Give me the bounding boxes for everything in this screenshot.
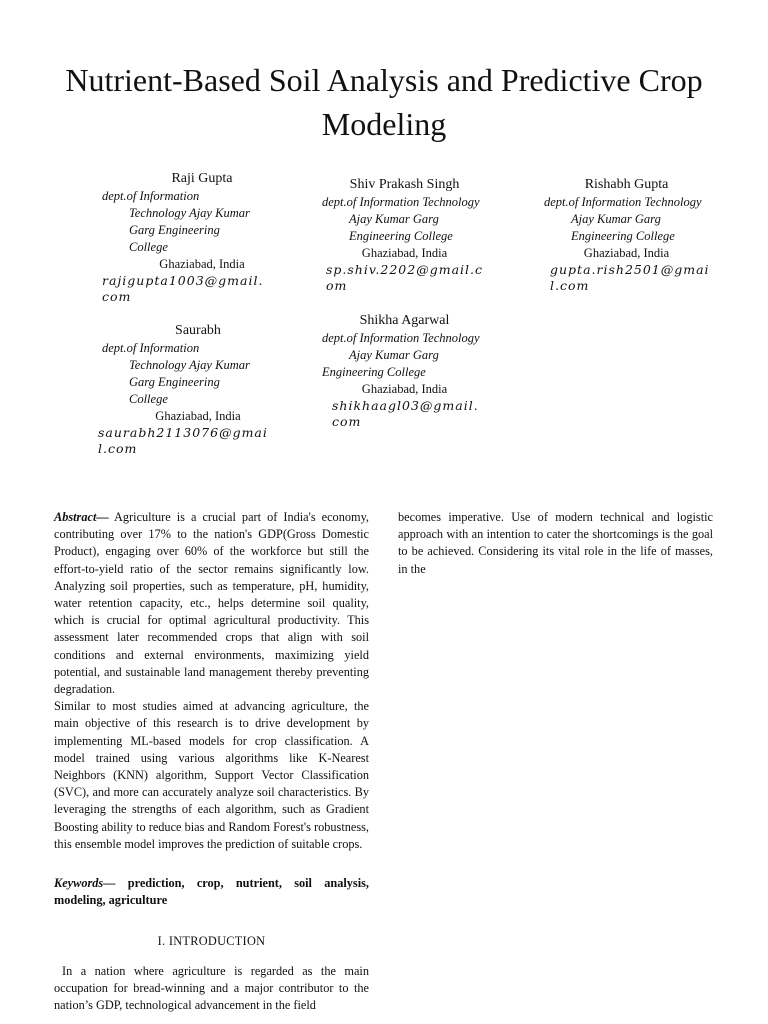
author-affiliation: Ajay Kumar Garg bbox=[349, 348, 439, 362]
author-block bbox=[322, 312, 487, 430]
author-email: saurabh2113076@gmail.com bbox=[98, 425, 268, 456]
right-column bbox=[398, 509, 713, 578]
author-affiliation: College bbox=[129, 392, 168, 406]
author-affiliation: Engineering College bbox=[349, 229, 453, 243]
author-affiliation: Engineering College bbox=[571, 229, 675, 243]
author-affiliation: Garg Engineering bbox=[129, 375, 220, 389]
abstract-paragraph-2: Similar to most studies aimed at advancing agriculture, the main objective of this research is to drive development by implementing ML-based models for crop classification. A model trained using various algorithms like K-Nearest Neighbors (KNN) algorithm, Support Vector Classification (SVC), and more can accurately analyze soil characteristics. By leveraging the strengths of each algorithm, such as Gradient Boosting ability to reduce bias and Random Forest's robustness, this ensemble model improves the prediction of suitable crops. bbox=[54, 699, 369, 851]
author-email: rajigupta1003@gmail.com bbox=[102, 273, 264, 304]
intro-paragraph: In a nation where agriculture is regarded as the main occupation for bread-winning and a major contributor to the nation’s GDP, technological advancement in the field bbox=[54, 963, 369, 1013]
author-location: Ghaziabad, India bbox=[583, 246, 670, 260]
author-affiliation: Technology Ajay Kumar bbox=[129, 358, 250, 372]
author-location: Ghaziabad, India bbox=[361, 246, 448, 260]
author-affiliation: Engineering College bbox=[322, 365, 426, 379]
author-name: Shiv Prakash Singh bbox=[349, 177, 460, 192]
keywords-text: prediction, crop, nutrient, soil analysis, modeling, agriculture bbox=[54, 876, 369, 908]
author-location: Ghaziabad, India bbox=[159, 257, 245, 271]
left-column bbox=[54, 509, 369, 1014]
author-name: Raji Gupta bbox=[171, 171, 233, 186]
author-name: Saurabh bbox=[175, 323, 221, 338]
paper-title: Nutrient-Based Soil Analysis and Predictive Crop Modeling bbox=[65, 62, 703, 142]
author-block bbox=[102, 170, 302, 305]
author-email: shikhaagl03@gmail.com bbox=[332, 398, 479, 429]
author-name: Rishabh Gupta bbox=[584, 177, 669, 192]
abstract-text: Agriculture is a crucial part of India's economy, contributing over 17% to the nation's GDP(Gross Domestic Product), engaging over 60% of the workforce but still the effort-to-yield ratio of the sector remains significantly low. Analyzing soil properties, such as temperature, pH, humidity, water retention capacity, etc., helps determine soil quality, which is crucial for optimal agricultural productivity. This assessment later recommended crops that align with soil conditions and external environments, maximizing yield potential, and sustainable land management thereby preventing degradation. bbox=[54, 510, 369, 697]
section-heading: I. INTRODUCTION bbox=[157, 934, 266, 949]
author-affiliation: dept.of Information Technology bbox=[322, 195, 480, 209]
author-affiliation: Garg Engineering bbox=[129, 223, 220, 237]
author-affiliation: Ajay Kumar Garg bbox=[571, 212, 661, 226]
author-location: Ghaziabad, India bbox=[155, 409, 241, 423]
author-affiliation: dept.of Information bbox=[102, 341, 200, 355]
author-affiliation: dept.of Information bbox=[102, 189, 200, 203]
author-email: gupta.rish2501@gmail.com bbox=[550, 262, 710, 293]
author-affiliation: dept.of Information Technology bbox=[544, 195, 702, 209]
author-affiliation: Ajay Kumar Garg bbox=[349, 212, 439, 226]
author-affiliation: College bbox=[129, 240, 168, 254]
abstract-label: Abstract— bbox=[54, 510, 109, 524]
author-name: Shikha Agarwal bbox=[359, 313, 450, 328]
author-block bbox=[98, 322, 298, 457]
author-affiliation: Technology Ajay Kumar bbox=[129, 206, 250, 220]
author-affiliation: dept.of Information Technology bbox=[322, 331, 480, 345]
author-block bbox=[322, 176, 487, 294]
author-email: sp.shiv.2202@gmail.com bbox=[326, 262, 483, 293]
author-block bbox=[544, 176, 709, 294]
keywords bbox=[54, 875, 369, 909]
intro-continuation: becomes imperative. Use of modern technical and logistic approach with an intention to cater the shortcomings is the goal to be achieved. Considering its vital role in the life of masses, in the bbox=[398, 510, 713, 576]
abstract-paragraph bbox=[54, 509, 369, 698]
author-location: Ghaziabad, India bbox=[361, 382, 448, 396]
keywords-label: Keywords— bbox=[54, 876, 116, 891]
